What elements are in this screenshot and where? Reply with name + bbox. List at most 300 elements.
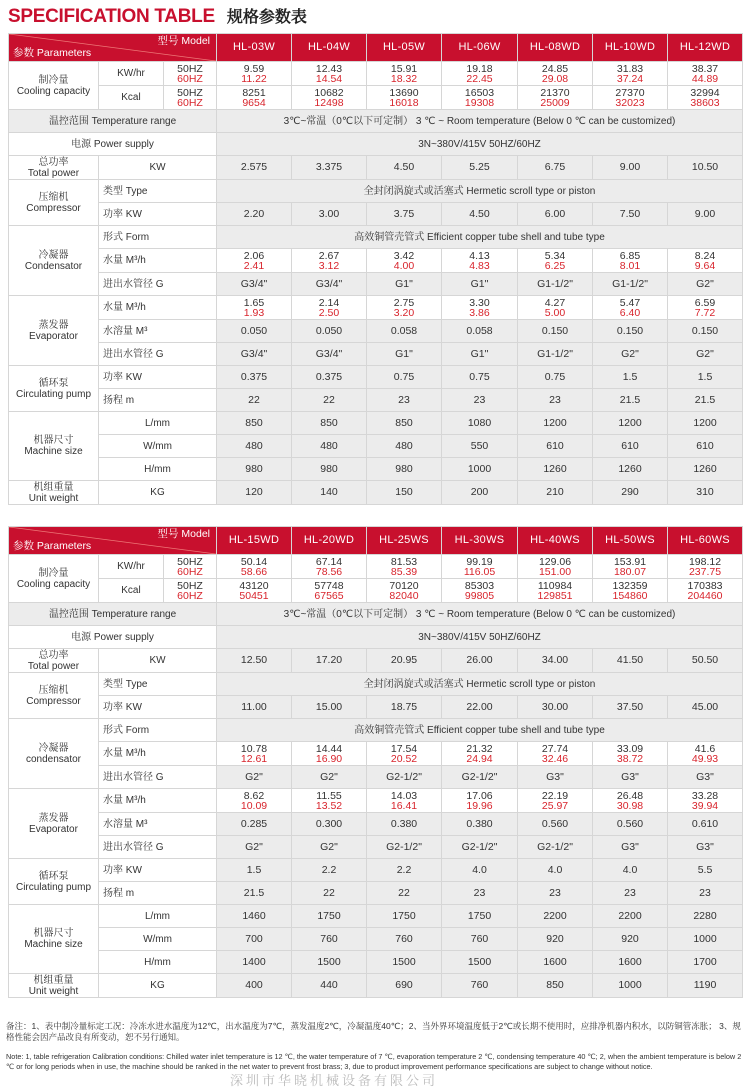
evaporator-flow-60hz: 19.96 bbox=[466, 799, 493, 812]
compressor-label bbox=[9, 180, 99, 226]
pump-power-cell bbox=[367, 366, 442, 389]
width-value: 760 bbox=[395, 932, 413, 945]
evaporator-volume-cell bbox=[292, 320, 367, 343]
cooling-kw-cell bbox=[442, 555, 518, 579]
pump-power-cell bbox=[668, 366, 743, 389]
condenser-pipe-cell bbox=[442, 766, 518, 789]
weight-value: 690 bbox=[395, 979, 413, 991]
total-power-value: 10.50 bbox=[691, 161, 719, 173]
pump-lift-value: 23 bbox=[624, 886, 636, 899]
model-header bbox=[593, 34, 668, 62]
compressor-power-value: 11.00 bbox=[241, 700, 267, 713]
total-power-cell bbox=[593, 156, 668, 180]
evaporator-flow-60hz: 3.20 bbox=[393, 306, 415, 319]
height-label bbox=[99, 951, 217, 974]
condenser-pipe-value: G1-1/2" bbox=[612, 277, 648, 290]
length-cell bbox=[442, 905, 518, 928]
evaporator-volume-value: 0.610 bbox=[691, 817, 719, 830]
evaporator-flow-cell bbox=[292, 789, 367, 813]
compressor-power-value: 45.00 bbox=[691, 700, 719, 713]
cooling-kw-60hz: 11.22 bbox=[241, 72, 267, 85]
cell-text: 功率 KW bbox=[103, 864, 142, 876]
pump-power-value: 1.5 bbox=[246, 863, 262, 876]
cell-text: 机器尺寸 bbox=[33, 928, 74, 939]
height-value: 980 bbox=[245, 462, 263, 475]
condenser-pipe-cell bbox=[292, 273, 367, 296]
pump-lift-value: 22 bbox=[323, 393, 335, 406]
cell-text: 机器尺寸 bbox=[33, 435, 74, 446]
title-en: SPECIFICATION TABLE bbox=[8, 6, 215, 27]
cooling-kcal-50hz: 85303 bbox=[464, 579, 495, 592]
condenser-flow-50hz: 10.78 bbox=[240, 742, 268, 755]
evaporator-flow-50hz: 8.62 bbox=[243, 789, 265, 802]
evaporator-pipe-cell bbox=[668, 343, 743, 366]
cooling-kcal-cell bbox=[518, 86, 593, 110]
evaporator-flow-cell bbox=[518, 296, 593, 320]
weight-value: 140 bbox=[320, 486, 338, 498]
cooling-kw-60hz: 29.08 bbox=[541, 72, 569, 85]
evaporator-pipe-value: G2" bbox=[245, 840, 263, 853]
evaporator-volume-value: 0.380 bbox=[390, 817, 418, 830]
pump-lift-cell bbox=[668, 389, 743, 412]
width-cell bbox=[442, 435, 518, 458]
cell-text: 压缩机 bbox=[38, 191, 69, 203]
hz50: 50HZ bbox=[177, 555, 203, 568]
cell-text: KW/hr bbox=[117, 68, 145, 79]
evaporator-pipe-cell bbox=[668, 836, 743, 859]
condenser-flow-cell bbox=[668, 742, 743, 766]
width-cell bbox=[367, 928, 442, 951]
evaporator-volume-value: 0.150 bbox=[691, 324, 719, 337]
width-value: 480 bbox=[320, 439, 338, 452]
compressor-power-cell bbox=[668, 696, 743, 719]
cell-text: L/mm bbox=[145, 910, 170, 922]
pump-power-cell bbox=[292, 859, 367, 882]
cooling-kw-cell bbox=[292, 555, 367, 579]
condenser-flow-60hz: 6.25 bbox=[544, 259, 566, 272]
cooling-kw-50hz: 99.19 bbox=[466, 555, 493, 568]
width-cell bbox=[292, 928, 367, 951]
model-header bbox=[367, 527, 442, 555]
cell-text: Compressor bbox=[26, 695, 81, 707]
condenser-flow-50hz: 5.34 bbox=[544, 249, 566, 262]
model-header bbox=[217, 527, 292, 555]
condenser-flow-50hz: 17.54 bbox=[390, 742, 418, 755]
length-value: 850 bbox=[320, 416, 338, 429]
evaporator-flow-60hz: 39.94 bbox=[691, 799, 719, 812]
cell-text: 类型 Type bbox=[103, 678, 148, 690]
compressor-power-cell bbox=[518, 203, 593, 226]
power-supply-value-text: 3N~380V/415V 50HZ/60HZ bbox=[418, 138, 541, 150]
temp-range-value bbox=[217, 603, 743, 626]
pump-lift-cell bbox=[442, 882, 518, 905]
total-power-value: 5.25 bbox=[469, 161, 490, 173]
cooling-kcal-50hz: 43120 bbox=[239, 579, 269, 592]
cooling-kw-50hz: 153.91 bbox=[613, 555, 647, 568]
cooling-kw-cell bbox=[593, 555, 668, 579]
condenser-flow-cell bbox=[367, 249, 442, 273]
hz60: 60HZ bbox=[177, 72, 203, 85]
condenser-flow-cell bbox=[668, 249, 743, 273]
cell-text: 总功率 bbox=[38, 156, 69, 168]
compressor-power-cell bbox=[292, 203, 367, 226]
cell-text: KG bbox=[150, 980, 165, 991]
pump-lift-value: 23 bbox=[398, 393, 410, 406]
evaporator-volume-value: 0.560 bbox=[616, 817, 644, 830]
cooling-kcal-50hz: 21370 bbox=[540, 86, 570, 99]
model-name: HL-04W bbox=[307, 41, 351, 53]
evaporator-label bbox=[9, 789, 99, 859]
width-cell bbox=[518, 928, 593, 951]
cell-text: Cooling capacity bbox=[16, 85, 91, 97]
evaporator-volume-cell bbox=[217, 813, 292, 836]
pump-power-value: 4.0 bbox=[547, 863, 563, 876]
evaporator-pipe-cell bbox=[518, 836, 593, 859]
width-cell bbox=[593, 435, 668, 458]
evaporator-flow-label bbox=[99, 296, 217, 320]
model-name: HL-50WS bbox=[605, 534, 655, 546]
spec-table-1 bbox=[8, 33, 743, 505]
weight-cell bbox=[217, 974, 292, 998]
cooling-kcal-cell bbox=[442, 579, 518, 603]
compressor-type-value-text: 全封闭涡旋式或活塞式 Hermetic scroll type or piston bbox=[363, 185, 596, 197]
condenser-flow-cell bbox=[518, 249, 593, 273]
condenser-pipe-cell bbox=[367, 273, 442, 296]
height-label bbox=[99, 458, 217, 481]
machine-size-label bbox=[9, 412, 99, 481]
cooling-capacity-label bbox=[9, 62, 99, 110]
pump-power-label bbox=[99, 366, 217, 389]
type-label bbox=[99, 180, 217, 203]
condenser-pipe-value: G1" bbox=[395, 277, 413, 290]
cell-text: Machine size bbox=[24, 446, 83, 457]
note-cn: 备注：1、表中制冷量标定工况：冷冻水进水温度为12℃，出水温度为7℃，蒸发温度2℃，冷凝温度40℃；2、当外界环境温度低于2℃或长期不使用时，应排净机器内积水，以防铜管冻胀； 3、规格性能会因产品改良有所变动，恕不另行通知。 bbox=[6, 1021, 741, 1042]
form-label bbox=[99, 226, 217, 249]
length-label bbox=[99, 412, 217, 435]
evaporator-pipe-value: G2" bbox=[696, 347, 714, 360]
evaporator-pipe-cell bbox=[593, 343, 668, 366]
hz60: 60HZ bbox=[177, 589, 203, 602]
model-name: HL-08WD bbox=[529, 41, 581, 53]
evaporator-volume-value: 0.150 bbox=[616, 324, 644, 337]
compressor-power-cell bbox=[367, 696, 442, 719]
weight-value: 400 bbox=[245, 979, 263, 991]
cell-text: 进出水管径 G bbox=[103, 771, 164, 783]
cooling-kw-50hz: 31.83 bbox=[616, 62, 644, 75]
cell-text: 形式 Form bbox=[103, 231, 150, 243]
hz60: 60HZ bbox=[177, 96, 203, 109]
cooling-kcal-60hz: 16018 bbox=[389, 96, 419, 109]
evaporator-flow-50hz: 14.03 bbox=[390, 789, 418, 802]
pump-label bbox=[9, 366, 99, 412]
pump-lift-cell bbox=[593, 389, 668, 412]
cooling-kcal-cell bbox=[292, 579, 367, 603]
height-cell bbox=[217, 951, 292, 974]
cell-text: 进出水管径 G bbox=[103, 278, 164, 290]
width-label bbox=[99, 435, 217, 458]
total-power-value: 20.95 bbox=[390, 654, 418, 666]
weight-value: 850 bbox=[546, 979, 564, 991]
cooling-kcal-50hz: 32994 bbox=[690, 86, 720, 99]
condenser-flow-60hz: 12.61 bbox=[240, 752, 268, 765]
cooling-kcal-60hz: 50451 bbox=[239, 589, 269, 602]
evaporator-flow-50hz: 3.30 bbox=[469, 296, 490, 309]
evaporator-volume-label bbox=[99, 320, 217, 343]
condenser-pipe-cell bbox=[518, 766, 593, 789]
length-value: 1750 bbox=[392, 909, 416, 922]
condenser-flow-60hz: 2.41 bbox=[243, 259, 265, 272]
compressor-power-cell bbox=[593, 696, 668, 719]
weight-value: 310 bbox=[696, 486, 714, 498]
evaporator-flow-50hz: 33.28 bbox=[691, 789, 719, 802]
cooling-kw-cell bbox=[292, 62, 367, 86]
width-cell bbox=[668, 928, 743, 951]
width-value: 550 bbox=[470, 439, 489, 452]
kwhr-label bbox=[99, 555, 164, 579]
cell-text: 形式 Form bbox=[103, 724, 150, 736]
condenser-flow-50hz: 8.24 bbox=[694, 249, 716, 262]
weight-cell bbox=[518, 481, 593, 505]
cell-text: 温控范围 Temperature range bbox=[48, 115, 177, 127]
height-value: 980 bbox=[320, 462, 338, 475]
cell-text: Cooling capacity bbox=[16, 578, 91, 590]
weight-cell bbox=[518, 974, 593, 998]
model-header bbox=[518, 34, 593, 62]
evaporator-flow-50hz: 2.14 bbox=[318, 296, 340, 309]
evaporator-pipe-value: G3/4" bbox=[240, 347, 268, 360]
cell-text: Compressor bbox=[26, 202, 81, 214]
cell-text: 扬程 m bbox=[103, 394, 135, 406]
cooling-kw-cell bbox=[518, 555, 593, 579]
condenser-pipe-label bbox=[99, 273, 217, 296]
cooling-kcal-cell bbox=[593, 86, 668, 110]
length-value: 1080 bbox=[467, 416, 492, 429]
compressor-power-value: 4.50 bbox=[469, 207, 490, 220]
total-power-cell bbox=[518, 649, 593, 673]
condenser-flow-50hz: 27.74 bbox=[541, 742, 569, 755]
model-name: HL-15WD bbox=[228, 534, 280, 546]
evaporator-pipe-cell bbox=[367, 343, 442, 366]
kg-label bbox=[99, 481, 217, 505]
height-cell bbox=[442, 458, 518, 481]
kg-label bbox=[99, 974, 217, 998]
condenser-flow-60hz: 32.46 bbox=[541, 752, 569, 765]
weight-value: 1000 bbox=[618, 979, 642, 991]
pump-lift-cell bbox=[518, 389, 593, 412]
height-value: 1500 bbox=[392, 955, 416, 968]
model-label: 型号 Model bbox=[157, 35, 211, 47]
condenser-flow-cell bbox=[593, 742, 668, 766]
pump-power-value: 0.75 bbox=[544, 370, 566, 383]
condenser-pipe-value: G3/4" bbox=[315, 277, 343, 290]
weight-cell bbox=[292, 481, 367, 505]
compressor-power-label bbox=[99, 203, 217, 226]
condenser-flow-cell bbox=[292, 742, 367, 766]
compressor-power-value: 22.00 bbox=[466, 700, 493, 713]
cell-text: W/mm bbox=[143, 440, 172, 452]
model-name: HL-12WD bbox=[679, 41, 731, 53]
cooling-kw-60hz: 44.89 bbox=[691, 72, 719, 85]
condenser-pipe-cell bbox=[593, 273, 668, 296]
evaporator-flow-60hz: 2.50 bbox=[318, 306, 340, 319]
cooling-kcal-50hz: 57748 bbox=[314, 579, 344, 592]
weight-cell bbox=[442, 481, 518, 505]
length-cell bbox=[593, 412, 668, 435]
pump-lift-cell bbox=[668, 882, 743, 905]
model-name: HL-03W bbox=[232, 41, 276, 53]
length-cell bbox=[668, 905, 743, 928]
hz-label bbox=[164, 86, 217, 110]
pump-power-cell bbox=[442, 366, 518, 389]
width-cell bbox=[217, 435, 292, 458]
condenser-pipe-value: G3" bbox=[546, 770, 564, 783]
spec-table-2 bbox=[8, 526, 743, 998]
length-value: 1200 bbox=[693, 416, 717, 429]
condenser-flow-cell bbox=[593, 249, 668, 273]
condenser-pipe-value: G2" bbox=[320, 770, 338, 783]
unit-weight-label bbox=[9, 481, 99, 505]
length-value: 1200 bbox=[543, 416, 567, 429]
length-value: 2280 bbox=[693, 909, 717, 922]
weight-value: 1190 bbox=[693, 979, 717, 991]
condenser-pipe-value: G3" bbox=[621, 770, 639, 783]
evaporator-flow-60hz: 6.40 bbox=[619, 306, 641, 319]
pump-lift-cell bbox=[217, 389, 292, 412]
compressor-power-value: 30.00 bbox=[541, 700, 569, 713]
cell-text: 循环泵 bbox=[38, 870, 69, 882]
pump-power-label bbox=[99, 859, 217, 882]
total-power-cell bbox=[367, 649, 442, 673]
height-cell bbox=[292, 951, 367, 974]
evaporator-pipe-value: G3/4" bbox=[315, 347, 343, 360]
model-header bbox=[217, 34, 292, 62]
cell-text: 进出水管径 G bbox=[103, 841, 164, 853]
compressor-power-cell bbox=[442, 696, 518, 719]
condenser-flow-60hz: 49.93 bbox=[691, 752, 719, 765]
condenser-form-value bbox=[217, 226, 743, 249]
total-power-cell bbox=[518, 156, 593, 180]
length-cell bbox=[518, 412, 593, 435]
height-value: 1260 bbox=[618, 462, 642, 475]
pump-power-cell bbox=[668, 859, 743, 882]
cooling-capacity-label bbox=[9, 555, 99, 603]
condenser-label bbox=[9, 719, 99, 789]
evaporator-pipe-label bbox=[99, 836, 217, 859]
pump-lift-value: 21.5 bbox=[243, 886, 265, 899]
evaporator-pipe-cell bbox=[217, 836, 292, 859]
params-label: 参数 Parameters bbox=[13, 47, 92, 59]
pump-power-value: 0.75 bbox=[469, 370, 490, 383]
pump-lift-cell bbox=[292, 389, 367, 412]
power-supply-value-text: 3N~380V/415V 50HZ/60HZ bbox=[418, 631, 541, 643]
cell-text: 功率 KW bbox=[103, 371, 142, 383]
condenser-pipe-value: G2-1/2" bbox=[461, 770, 498, 783]
evaporator-volume-cell bbox=[518, 320, 593, 343]
condenser-flow-60hz: 4.83 bbox=[469, 259, 490, 272]
condenser-pipe-cell bbox=[217, 766, 292, 789]
width-cell bbox=[518, 435, 593, 458]
cell-text: 制冷量 bbox=[38, 74, 69, 86]
model-name: HL-25WS bbox=[379, 534, 429, 546]
cooling-kw-50hz: 24.85 bbox=[541, 62, 569, 75]
weight-cell bbox=[367, 974, 442, 998]
pump-power-value: 1.5 bbox=[622, 370, 638, 383]
pump-power-value: 0.375 bbox=[315, 370, 343, 383]
hz50: 50HZ bbox=[177, 62, 203, 75]
cell-text: 扬程 m bbox=[103, 887, 135, 899]
cooling-kw-cell bbox=[367, 555, 442, 579]
total-power-value: 9.00 bbox=[619, 161, 641, 173]
condenser-flow-60hz: 16.90 bbox=[315, 752, 343, 765]
evaporator-pipe-value: G1" bbox=[395, 347, 413, 360]
cooling-kw-60hz: 116.05 bbox=[463, 565, 496, 578]
model-label: 型号 Model bbox=[157, 528, 211, 540]
weight-value: 150 bbox=[395, 486, 413, 498]
cell-text: KW bbox=[149, 162, 166, 173]
pump-lift-value: 22 bbox=[398, 886, 410, 899]
condenser-pipe-value: G3/4" bbox=[240, 277, 268, 290]
pump-lift-value: 23 bbox=[473, 886, 486, 899]
pump-lift-value: 23 bbox=[473, 393, 486, 406]
length-label bbox=[99, 905, 217, 928]
power-supply-value bbox=[217, 626, 743, 649]
total-power-value: 17.20 bbox=[315, 654, 343, 666]
params-label: 参数 Parameters bbox=[13, 540, 92, 552]
length-cell bbox=[217, 905, 292, 928]
pump-lift-value: 23 bbox=[699, 886, 711, 899]
weight-cell bbox=[593, 481, 668, 505]
pump-lift-cell bbox=[367, 882, 442, 905]
pump-power-value: 4.0 bbox=[622, 863, 638, 876]
weight-cell bbox=[292, 974, 367, 998]
width-value: 700 bbox=[245, 932, 263, 945]
total-power-cell bbox=[442, 156, 518, 180]
pump-power-cell bbox=[442, 859, 518, 882]
condenser-flow-60hz: 24.94 bbox=[466, 752, 493, 765]
weight-cell bbox=[668, 481, 743, 505]
evaporator-flow-cell bbox=[668, 789, 743, 813]
length-cell bbox=[442, 412, 518, 435]
cell-text: 功率 KW bbox=[103, 701, 142, 713]
cooling-kcal-50hz: 132359 bbox=[612, 579, 648, 592]
width-value: 1000 bbox=[693, 932, 717, 945]
total-power-cell bbox=[593, 649, 668, 673]
height-cell bbox=[668, 951, 743, 974]
cooling-kw-50hz: 50.14 bbox=[240, 555, 268, 568]
condenser-label bbox=[9, 226, 99, 296]
model-name: HL-60WS bbox=[680, 534, 730, 546]
length-value: 1460 bbox=[242, 909, 266, 922]
note-en: Note: 1, table refrigeration Calibration conditions: Chilled water inlet temperature is 12 ℃, the water temperature of 7 ℃, evaporation temperature 2 ℃, condensing temperature 40 ℃; 2, when the ambient temperature is below 2 ℃ or for long periods when in use, the machine should be ranked in the net water to prevent frost brass; 3, due to product improvement performance specifications are subject to change without notice. bbox=[6, 1052, 742, 1071]
cell-text: Machine size bbox=[24, 939, 83, 950]
hz50: 50HZ bbox=[177, 579, 203, 592]
total-power-value: 3.375 bbox=[315, 161, 343, 173]
condenser-form-value-text: 高效铜管壳管式 Efficient copper tube shell and tube type bbox=[354, 724, 605, 736]
compressor-power-value: 3.75 bbox=[393, 207, 415, 220]
cooling-kw-50hz: 38.37 bbox=[691, 62, 719, 75]
cell-text: Circulating pump bbox=[15, 388, 92, 400]
hz-label bbox=[164, 62, 217, 86]
length-cell bbox=[217, 412, 292, 435]
length-cell bbox=[518, 905, 593, 928]
condenser-flow-50hz: 14.44 bbox=[315, 742, 343, 755]
width-value: 610 bbox=[621, 439, 639, 452]
height-value: 1260 bbox=[693, 462, 717, 475]
height-cell bbox=[518, 951, 593, 974]
model-header bbox=[518, 527, 593, 555]
cooling-kcal-60hz: 25009 bbox=[540, 96, 570, 109]
condenser-pipe-value: G3" bbox=[696, 770, 714, 783]
